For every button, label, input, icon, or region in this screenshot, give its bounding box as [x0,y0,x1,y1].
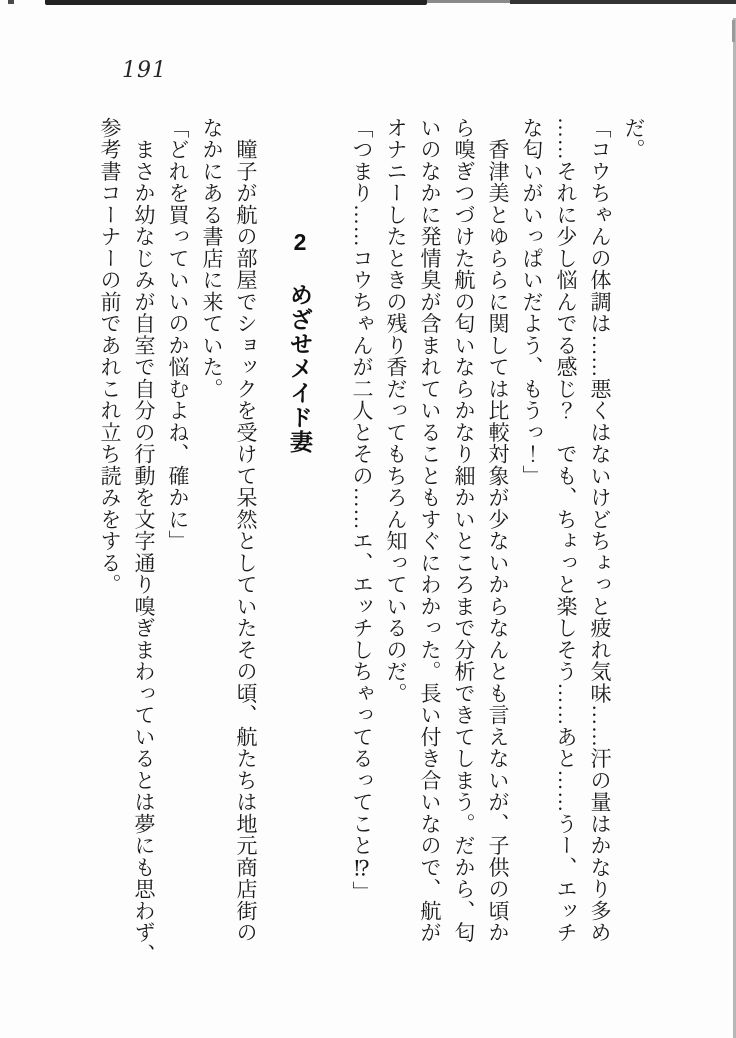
section-title: めざせメイド妻 [287,282,313,454]
text-column: だ。 [622,117,646,161]
scan-artifact-right-speck [732,20,735,42]
text-column: 「どれを買っていいのか悩むよね、確かに」 [166,117,190,552]
text-column: 「コウちゃんの体調は……悪くはないけどちょっと疲れ気味……汗の量はかなり多め [588,117,612,944]
text-column: 「つまり……コウちゃんが二人とその……エ、エッチしちゃってるってこと⁉」 [350,117,374,903]
text-column: なかにある書店に来ていた。 [200,117,224,400]
scan-artifact-top-left [45,0,427,5]
text-column: 瞳子が航の部屋でショックを受けて呆然としていたその頃、航たちは地元商店街の [234,117,258,944]
text-column: な匂いがいっぱいだよう、もうっ！」 [520,117,544,487]
text-column: 香津美とゆららに関しては比較対象が少ないからなんとも言えないが、子供の頃か [486,117,510,944]
text-column: 参考書コーナーの前であれこれ立ち読みをする。 [98,117,122,596]
page-number: 191 [122,58,167,83]
text-block [93,117,651,977]
scan-artifact-top-middle [427,0,510,3]
section-number: 2 [287,229,313,257]
text-column: いのなかに発情臭が含まれていることもすぐにわかった。長い付き合いなので、航が [418,117,442,944]
scan-artifact-corner-tick [8,0,14,4]
section-header [285,117,315,977]
scan-artifact-top-right [510,0,736,4]
text-column: オナニーしたときの残り香だってもちろん知っているのだ。 [384,117,408,705]
text-column: ら嗅ぎつづけた航の匂いならかなり細かいところまで分析できてしまう。だから、匂 [452,117,476,944]
text-column: ……それに少し悩んでる感じ？ でも、ちょっと楽しそう……あと……うー、エッチ [554,117,578,944]
text-column: まさか幼なじみが自室で自分の行動を文字通り嗅ぎまわっているとは夢にも思わず、 [132,117,156,966]
